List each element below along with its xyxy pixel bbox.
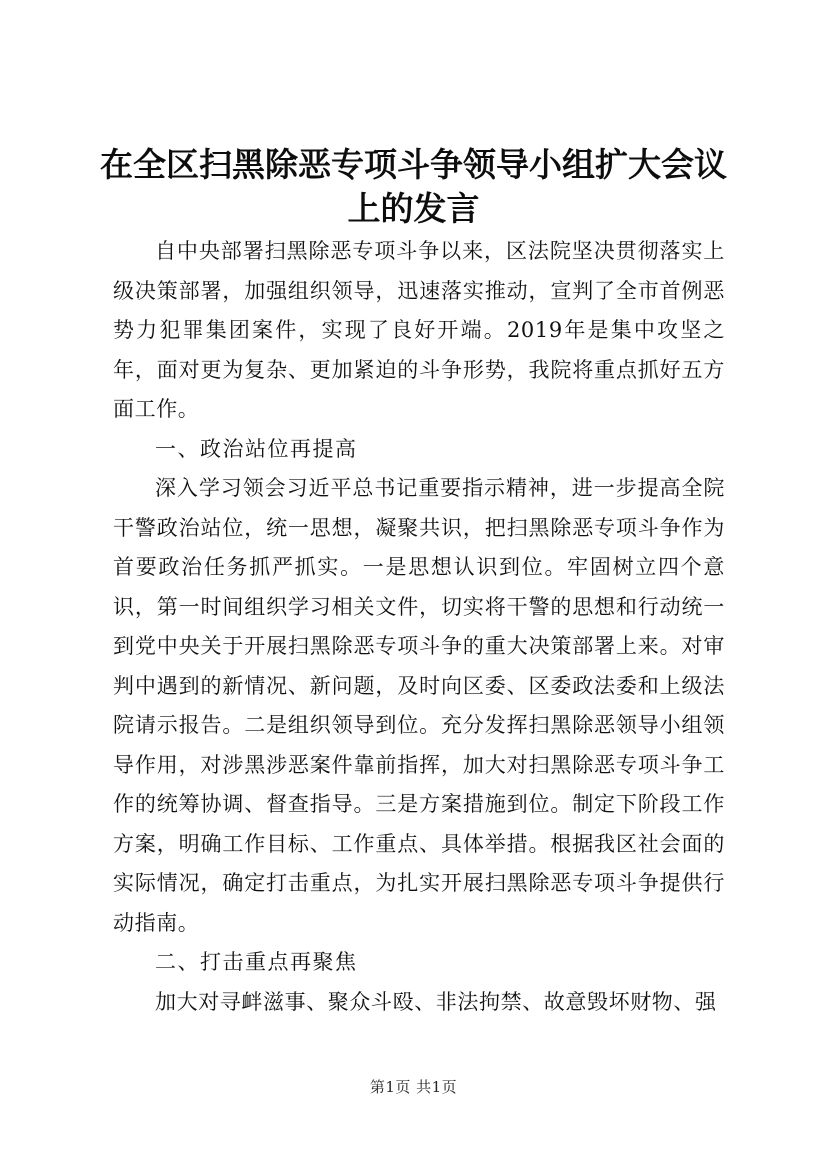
paragraph-section-1: 深入学习领会习近平总书记重要指示精神，进一步提高全院干警政治站位，统一思想，凝聚共识，把扫黑除恶专项斗争作为首要政治任务抓严抓实。一是思想认识到位。牢固树立四个意识，第一时间组织学习相关文件，切实将干警的思想和行动统一到党中央关于开展扫黑除恶专项斗争的重大决策部署上来。对审判中遇到的新情况、新问题，及时向区委、区委政法委和上级法院请示报告。二是组织领导到位。充分发挥扫黑除恶领导小组领导作用，对涉黑涉恶案件靠前指挥，加大对扫黑除恶专项斗争工作的统筹协调、督查指导。三是方案措施到位。制定下阶段工作方案，明确工作目标、工作重点、具体举措。根据我区社会面的实际情况，确定打击重点，为扎实开展扫黑除恶专项斗争提供行动指南。	[113, 476, 725, 935]
document-title: 在全区扫黑除恶专项斗争领导小组扩大会议上的发言	[100, 145, 727, 228]
paragraph-intro: 自中央部署扫黑除恶专项斗争以来，区法院坚决贯彻落实上级决策部署，加强组织领导，迅速落实推动，宣判了全市首例恶势力犯罪集团案件，实现了良好开端。2019年是集中攻坚之年，面对更为复杂、更加紧迫的斗争形势，我院将重点抓好五方面工作。	[113, 239, 725, 421]
document-body	[113, 232, 725, 1022]
section-heading-2: 二、打击重点再聚焦	[155, 950, 358, 974]
page-number-footer: 第1页 共1页	[369, 1078, 458, 1096]
paragraph-section-2: 加大对寻衅滋事、聚众斗殴、非法拘禁、故意毁坏财物、强	[155, 989, 717, 1014]
section-heading-1: 一、政治站位再提高	[155, 436, 358, 461]
